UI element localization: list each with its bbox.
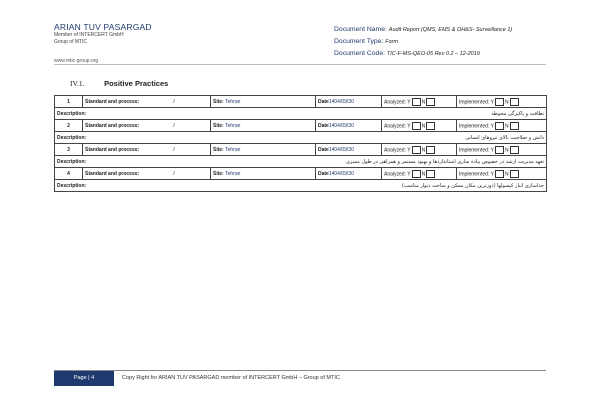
description-text[interactable]: جداسازی انبار کپسولها (دورترین مکان ممکن و ساخت دیوار مناسب) bbox=[211, 180, 547, 192]
description-label: Description: bbox=[55, 108, 211, 120]
standard-cell bbox=[83, 96, 211, 108]
date-cell bbox=[316, 120, 382, 132]
standard-label: Standard and process: bbox=[85, 170, 140, 177]
analyzed-y-label: Y bbox=[407, 122, 411, 129]
implemented-label: Implemented: bbox=[459, 146, 490, 153]
date-cell bbox=[316, 144, 382, 156]
analyzed-cell bbox=[382, 120, 457, 132]
doc-name-value: Audit Report (QMS, EMS & OH&S- Surveillance 1) bbox=[388, 27, 513, 33]
analyzed-label: Analyzed: bbox=[384, 146, 406, 153]
implemented-cell bbox=[457, 96, 547, 108]
standard-cell bbox=[83, 168, 211, 180]
site-label: Site: bbox=[213, 122, 224, 129]
site-label: Site: bbox=[213, 98, 224, 105]
analyzed-cell bbox=[382, 96, 457, 108]
implemented-cell bbox=[457, 120, 547, 132]
page-number: Page | 4 bbox=[54, 371, 114, 386]
analyzed-y-label: Y bbox=[407, 146, 411, 153]
implemented-yes-checkbox[interactable] bbox=[495, 170, 504, 178]
doc-type-label: Document Type: bbox=[334, 38, 384, 45]
site-label: Site: bbox=[213, 146, 224, 153]
table-row bbox=[55, 168, 547, 180]
analyzed-y-label: Y bbox=[407, 98, 411, 105]
standard-label: Standard and process: bbox=[85, 98, 140, 105]
date-label: Date bbox=[318, 98, 329, 105]
row-number: 4 bbox=[55, 168, 83, 180]
analyzed-yes-checkbox[interactable] bbox=[412, 98, 421, 106]
doc-code-label: Document Code: bbox=[334, 50, 386, 57]
section-number: IV.1. bbox=[70, 79, 85, 88]
doc-name-label: Document Name: bbox=[334, 26, 387, 33]
date-value: 1404/09/30 bbox=[328, 146, 354, 153]
standard-cell bbox=[83, 120, 211, 132]
site-label: Site: bbox=[213, 170, 224, 177]
description-label: Description: bbox=[55, 180, 211, 192]
copyright-text: Copy Right for ARIAN TUV PASARGAD member of INTERCERT GmbH – Group of MTIC bbox=[122, 375, 340, 381]
company-block bbox=[54, 22, 152, 45]
site-cell bbox=[211, 168, 316, 180]
analyzed-cell bbox=[382, 168, 457, 180]
site-value: Tehran bbox=[225, 146, 241, 153]
date-value: 1404/09/30 bbox=[328, 170, 354, 177]
site-cell bbox=[211, 96, 316, 108]
description-text[interactable]: تعهد مدیریت ارشد در خصوص پیاده سازی استانداردها و بهبود مستمر و همراهی در طول ممیزی bbox=[211, 156, 547, 168]
standard-label: Standard and process: bbox=[85, 146, 140, 153]
site-cell bbox=[211, 144, 316, 156]
analyzed-y-label: Y bbox=[407, 170, 411, 177]
implemented-no-checkbox[interactable] bbox=[510, 146, 519, 154]
implemented-n-label: N bbox=[504, 170, 509, 177]
site-value: Tehran bbox=[225, 122, 241, 129]
company-name: ARIAN TUV PASARGAD bbox=[54, 22, 152, 32]
implemented-n-label: N bbox=[504, 122, 509, 129]
row-number: 3 bbox=[55, 144, 83, 156]
analyzed-n-label: N bbox=[421, 98, 426, 105]
description-row bbox=[55, 180, 547, 192]
implemented-no-checkbox[interactable] bbox=[510, 98, 519, 106]
implemented-yes-checkbox[interactable] bbox=[495, 122, 504, 130]
analyzed-no-checkbox[interactable] bbox=[426, 122, 435, 130]
group-line: Group of MTIC bbox=[54, 38, 88, 45]
site-value: Tehran bbox=[225, 98, 241, 105]
standard-label: Standard and process: bbox=[85, 122, 140, 129]
implemented-y-label: Y bbox=[490, 122, 494, 129]
analyzed-n-label: N bbox=[421, 146, 426, 153]
site-value: Tehran bbox=[225, 170, 241, 177]
description-row bbox=[55, 108, 547, 120]
positive-practices-table bbox=[54, 95, 547, 192]
analyzed-label: Analyzed: bbox=[384, 122, 406, 129]
date-cell bbox=[316, 168, 382, 180]
implemented-label: Implemented: bbox=[459, 98, 490, 105]
implemented-n-label: N bbox=[504, 98, 509, 105]
implemented-cell bbox=[457, 144, 547, 156]
analyzed-yes-checkbox[interactable] bbox=[412, 122, 421, 130]
website-link[interactable]: www.mtic-group.org bbox=[54, 58, 99, 64]
table-body bbox=[55, 96, 547, 192]
member-line: Member of INTERCERT GmbH bbox=[54, 32, 124, 38]
description-text[interactable]: نظافت و پاکیزگی محوطه bbox=[211, 108, 547, 120]
implemented-yes-checkbox[interactable] bbox=[495, 146, 504, 154]
description-label: Description: bbox=[55, 156, 211, 168]
implemented-y-label: Y bbox=[490, 170, 494, 177]
document-info bbox=[334, 24, 512, 60]
doc-code-value: TIC-F-MS-QEO-05 Rev 0.2 – 12-2019 bbox=[386, 51, 480, 57]
implemented-no-checkbox[interactable] bbox=[510, 122, 519, 130]
table-row bbox=[55, 144, 547, 156]
analyzed-n-label: N bbox=[421, 170, 426, 177]
date-value: 1404/09/30 bbox=[328, 98, 354, 105]
standard-cell bbox=[83, 144, 211, 156]
doc-code-line bbox=[334, 48, 512, 60]
description-label: Description: bbox=[55, 132, 211, 144]
page-footer bbox=[54, 370, 546, 386]
doc-name-line bbox=[334, 24, 512, 36]
analyzed-cell bbox=[382, 144, 457, 156]
implemented-no-checkbox[interactable] bbox=[510, 170, 519, 178]
implemented-label: Implemented: bbox=[459, 122, 490, 129]
analyzed-no-checkbox[interactable] bbox=[426, 98, 435, 106]
analyzed-n-label: N bbox=[421, 122, 426, 129]
site-cell bbox=[211, 120, 316, 132]
description-text[interactable]: دانش و صلاحیت بالای نیروهای انسانی bbox=[211, 132, 547, 144]
analyzed-no-checkbox[interactable] bbox=[426, 170, 435, 178]
standard-value: / bbox=[173, 146, 175, 153]
analyzed-yes-checkbox[interactable] bbox=[412, 146, 421, 154]
date-cell bbox=[316, 96, 382, 108]
date-label: Date bbox=[318, 146, 329, 153]
analyzed-label: Analyzed: bbox=[384, 170, 406, 177]
analyzed-no-checkbox[interactable] bbox=[426, 146, 435, 154]
section-heading bbox=[70, 79, 168, 88]
implemented-n-label: N bbox=[504, 146, 509, 153]
section-title: Positive Practices bbox=[104, 79, 169, 88]
table-row bbox=[55, 96, 547, 108]
description-row bbox=[55, 132, 547, 144]
header-divider bbox=[54, 64, 546, 65]
date-value: 1404/09/30 bbox=[328, 122, 354, 129]
implemented-yes-checkbox[interactable] bbox=[495, 98, 504, 106]
analyzed-label: Analyzed: bbox=[384, 98, 406, 105]
table-row bbox=[55, 120, 547, 132]
implemented-y-label: Y bbox=[490, 146, 494, 153]
doc-type-line bbox=[334, 36, 512, 48]
analyzed-yes-checkbox[interactable] bbox=[412, 170, 421, 178]
standard-value: / bbox=[173, 98, 175, 105]
implemented-label: Implemented: bbox=[459, 170, 490, 177]
row-number: 1 bbox=[55, 96, 83, 108]
standard-value: / bbox=[173, 122, 175, 129]
implemented-y-label: Y bbox=[490, 98, 494, 105]
row-number: 2 bbox=[55, 120, 83, 132]
date-label: Date bbox=[318, 122, 329, 129]
description-row bbox=[55, 156, 547, 168]
standard-value: / bbox=[173, 170, 175, 177]
doc-type-value: Form bbox=[385, 39, 399, 45]
implemented-cell bbox=[457, 168, 547, 180]
date-label: Date bbox=[318, 170, 329, 177]
